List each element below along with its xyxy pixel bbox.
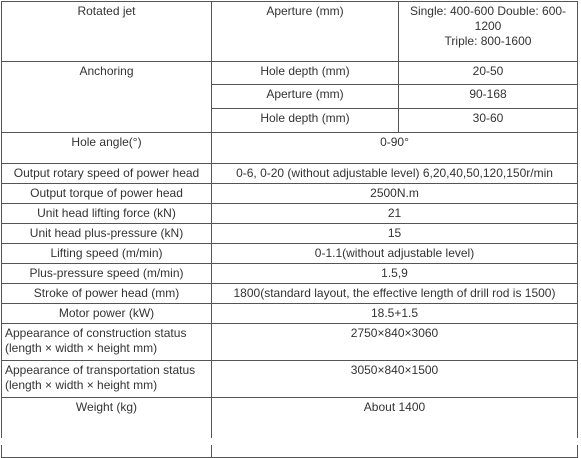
- weight-label: Weight (kg): [2, 398, 212, 458]
- table-row: [2, 2, 578, 62]
- table-row: [2, 284, 578, 304]
- hole-angle-value: 0-90°: [212, 133, 578, 164]
- anchoring-param-1: Hole depth (mm): [212, 62, 399, 85]
- hole-angle-label: Hole angle(°): [2, 133, 212, 164]
- page-bottom-edge: [0, 438, 581, 445]
- table-row: [2, 244, 578, 264]
- output-speed-label: Output rotary speed of power head: [2, 164, 212, 184]
- table-row: [2, 62, 578, 85]
- construction-label: Appearance of construction status (length × width × height mm): [2, 324, 212, 361]
- transport-value: 3050×840×1500: [212, 361, 578, 398]
- output-torque-value: 2500N.m: [212, 184, 578, 204]
- table-row: [2, 204, 578, 224]
- table-row: [2, 361, 578, 398]
- rotated-jet-value: Single: 400-600 Double: 600-1200 Triple: 800-1600: [399, 2, 578, 62]
- stroke-value: 1800(standard layout, the effective length of drill rod is 1500): [212, 284, 578, 304]
- table-row: [2, 184, 578, 204]
- construction-value: 2750×840×3060: [212, 324, 578, 361]
- motor-power-label: Motor power (kW): [2, 304, 212, 324]
- plus-pressure-value: 15: [212, 224, 578, 244]
- lifting-speed-value: 0-1.1(without adjustable level): [212, 244, 578, 264]
- rotated-jet-param: Aperture (mm): [212, 2, 399, 62]
- plus-pressure-speed-value: 1.5,9: [212, 264, 578, 284]
- plus-pressure-speed-label: Plus-pressure speed (m/min): [2, 264, 212, 284]
- anchoring-label: Anchoring: [2, 62, 212, 133]
- table-row: [2, 324, 578, 361]
- anchoring-value-2: 90-168: [399, 85, 578, 109]
- table-row: [2, 264, 578, 284]
- rotated-jet-label: Rotated jet: [2, 2, 212, 62]
- lifting-force-value: 21: [212, 204, 578, 224]
- lifting-force-label: Unit head lifting force (kN): [2, 204, 212, 224]
- table-row: [2, 304, 578, 324]
- stroke-label: Stroke of power head (mm): [2, 284, 212, 304]
- table-row: [2, 224, 578, 244]
- table-row: [2, 133, 578, 164]
- plus-pressure-label: Unit head plus-pressure (kN): [2, 224, 212, 244]
- specification-table: [1, 1, 578, 458]
- lifting-speed-label: Lifting speed (m/min): [2, 244, 212, 264]
- table-row: [2, 164, 578, 184]
- output-speed-value: 0-6, 0-20 (without adjustable level) 6,20,40,50,120,150r/min: [212, 164, 578, 184]
- anchoring-value-3: 30-60: [399, 109, 578, 133]
- transport-label: Appearance of transportation status (length × width × height mm): [2, 361, 212, 398]
- anchoring-param-3: Hole depth (mm): [212, 109, 399, 133]
- weight-value: About 1400: [212, 398, 578, 458]
- output-torque-label: Output torque of power head: [2, 184, 212, 204]
- anchoring-value-1: 20-50: [399, 62, 578, 85]
- anchoring-param-2: Aperture (mm): [212, 85, 399, 109]
- table-row: [2, 398, 578, 458]
- motor-power-value: 18.5+1.5: [212, 304, 578, 324]
